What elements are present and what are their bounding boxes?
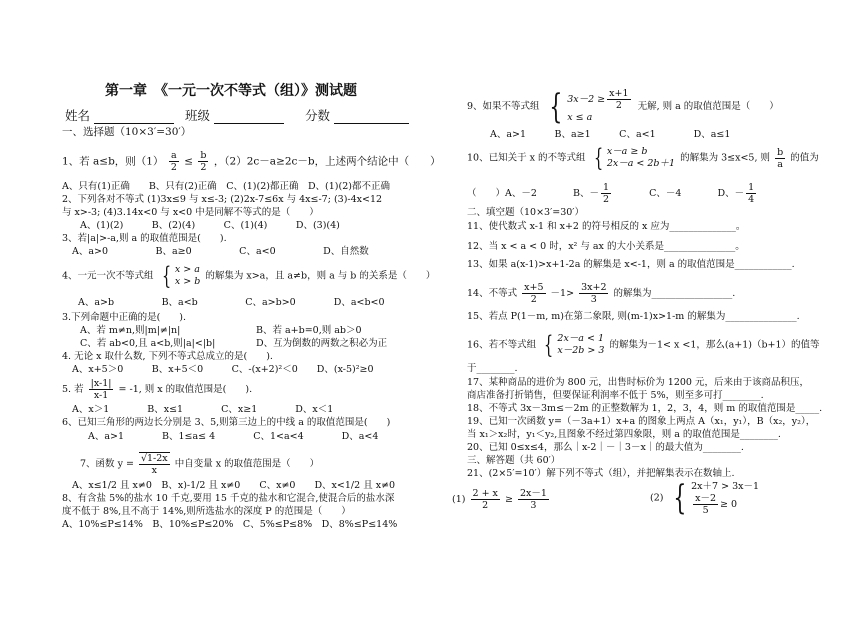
q9r-options: A、a>1 B、a≥1 C、a<1 D、a≤1 [490, 129, 731, 140]
q4-text: 4、一元一次不等式组 [62, 270, 154, 282]
q9-text: 7、函数 y = [80, 458, 134, 470]
q10r-options: （ ）A、－2 B、－ $\frac{1}{2}$ C、－4 D、－ $\frac{1}{4}$ [467, 182, 755, 205]
name-blank [94, 111, 174, 124]
fill-17-line1: 17、某种商品的进价为 800 元，出售时标价为 1200 元，后来由于该商品积压， [467, 377, 809, 388]
fill-15: 15、若点 P(1－m, m)在第二象限, 则(m-1)x>1-m 的解集为_______________. [467, 311, 800, 322]
f16-text: 16、若不等式组 [467, 339, 537, 351]
fill-19-line2: 当 x₁＞x₂时，y₁＜y₂,且图象不经过第四象限，则 a 的取值范围是________. [467, 429, 781, 440]
q6-options: A、x+5＞0 B、x+5＜0 C、-(x+2)²＜0 D、(x-5)²≥0 [72, 364, 374, 375]
q10r-option-a: （ ）A、－2 [467, 188, 537, 199]
fill-18: 18、不等式 3x－3m≤－2m 的正整数解为 1，2，3，4，则 m 的取值范围是_____. [467, 403, 823, 414]
fill-12: 12、当 x < a < 0 时，x² 与 ax 的大小关系是_______________。 [467, 241, 745, 252]
question-21: 21、(2×5′=10′）解下列不等式（组），并把解集表示在数轴上. [467, 468, 735, 479]
question-7 [62, 378, 252, 401]
q9r-system: { 3x－2 ≥ $\frac{x+1}{2}$ x ≤ a [548, 86, 629, 127]
fill-20: 20、已知 0≤x≤4，那么｜x-2｜－｜3－x｜的最大值为________. [467, 442, 744, 453]
q9-frac: $\frac{√1-2x}{x}$ [140, 453, 168, 476]
fill-13: 13、如果 a(x-1)>x+1-2a 的解集是 x<-1，则 a 的取值范围是____________. [467, 259, 795, 270]
question-2-line2: 与 x>-3; (4)3.14x<0 与 x<0 中是同解不等式的是（ ） [62, 207, 319, 218]
q10r-frac: $\frac{b}{a}$ [777, 146, 784, 170]
class-blank [214, 111, 284, 124]
p1-ge: ≥ [504, 494, 513, 505]
q5-option-a: A、若 m≠n,则|m|≠|n| [80, 325, 181, 336]
q10r-option-c: C、－4 [649, 188, 682, 199]
q1-text-post: ，（2）2c－a≥2c－b，上述两个结论中（ ） [213, 155, 441, 168]
question-8: 6、已知三角形的两边长分别是 3、5,则第三边上的中线 a 的取值范围是( ) [62, 417, 391, 428]
q4-system: { x > a x > b [161, 262, 201, 290]
q1-options: A、只有(1)正确 B、只有(2)正确 C、(1)(2)都正确 D、(1)(2)都不正确 [62, 181, 390, 192]
question-5: 3.下列命题中正确的是( ). [62, 312, 186, 323]
question-10-line2: 度不低于 8%,且不高于 14%,则所选盐水的深度 P 的范围是（ ） [62, 506, 351, 517]
question-10-line1: 8、有含盐 5%的盐水 10 千克,要用 15 千克的盐水和它混合,使混合后的盐水深 [62, 493, 395, 504]
score-field [305, 106, 409, 124]
score-label: 分数 [305, 108, 331, 123]
p2-system: { 2x＋7 > 3x－1 $\frac{x-2}{5}$ ≥ 0 [672, 478, 760, 518]
q10r-system: { x－a ≥ b 2x－a < 2b＋1 [593, 144, 676, 172]
q1-frac-a: $\frac{a}{2}$ [170, 150, 177, 173]
p2-label: (2) [650, 492, 664, 504]
q1-frac-b: $\frac{b}{2}$ [200, 150, 207, 173]
q9-options: A、x≤1/2 且 x≠0 B、x)-1/2 且 x≠0 C、x≠0 D、x<1/2 且 x≠0 [72, 480, 396, 491]
q9r-text-post: 无解, 则 a 的取值范围是（ ） [637, 101, 779, 112]
f14-post: 的解集为_________________. [613, 288, 736, 299]
fill-14: 14、不等式 $\frac{x+5}{2}$ －1> $\frac{3x+2}{3}$ 的解集为_________________. [467, 282, 736, 305]
f16-system: { 2x－a < 1 x－2b > 3 [544, 331, 605, 359]
question-10r [467, 146, 819, 170]
q10r-text: 10、已知关于 x 的不等式组 [467, 152, 586, 164]
q5-option-c: C、若 ab<0,且 a<b,则|a|<|b| [80, 338, 216, 349]
q3-options: A、a>0 B、a≥0 C、a<0 D、自然数 [72, 246, 369, 257]
section-3-heading: 三、解答题（共 60′） [467, 455, 561, 466]
q2-options: A、(1)(2) B、(2)(4) C、(1)(4) D、(3)(4) [80, 220, 340, 231]
f16-post: 的解集为－1< x <1，那么(a+1)（b+1）的值等 [609, 339, 820, 351]
section-2-heading: 二、填空题（10×3′=30′） [467, 207, 584, 218]
question-4 [62, 264, 435, 288]
p1-label: (1) [452, 494, 466, 505]
q4-text-post: 的解集为 x>a，且 a≠b，则 a 与 b 的关系是（ ） [205, 270, 436, 282]
q10r-option-d: D、－ [717, 188, 745, 199]
q10r-option-b: B、－ [572, 188, 599, 199]
q9-text-post: 中自变量 x 的取值范围是（ ） [174, 458, 320, 470]
class-field [185, 106, 284, 124]
question-6: 4. 无论 x 取什么数, 下列不等式总成立的是( ). [62, 351, 273, 362]
q7-text-post: = -1, 则 x 的取值范围是( ). [118, 384, 253, 395]
q4-options: A、a>b B、a<b C、a>b>0 D、a<b<0 [78, 297, 385, 308]
name-label: 姓名 [65, 108, 91, 123]
fill-11: 11、使代数式 x-1 和 x+2 的符号相反的 x 应为______________。 [467, 221, 746, 232]
fill-16 [467, 333, 820, 357]
f14-mid: －1> [550, 288, 575, 299]
q7-text: 5. 若 [62, 384, 84, 395]
q9r-text: 9、如果不等式组 [467, 101, 540, 112]
q10r-end: 的值为 [790, 152, 819, 164]
question-9 [80, 452, 319, 476]
fill-19-line1: 19、已知一次函数 y=（－3a+1）x+a 的图象上两点 A（x₁，y₁），B（x₂，y₂）， [467, 416, 816, 427]
question-1 [62, 150, 441, 173]
section-1-heading: 一、选择题（10×3′=30′） [62, 126, 192, 138]
q7-options: A、x＞1 B、x≤1 C、x≥1 D、x＜1 [72, 404, 334, 415]
problem-1: (1) $\frac{2 + x}{2}$ ≥ $\frac{2x-1}{3}$ [452, 488, 547, 511]
problem-2 [650, 480, 761, 516]
page-title: 第一章 《一元一次不等式（组）》测试题 [105, 83, 357, 99]
q7-frac: $\frac{|x-1|}{x-1}$ [90, 378, 112, 401]
fill-16-tail: 于________. [467, 363, 518, 374]
q10r-text-post: 的解集为 3≤x<5, 则 [680, 152, 771, 164]
q5-option-d: D、互为倒数的两数之积必为正 [256, 338, 388, 349]
question-3: 3、若|a|>-a,则 a 的取值范围是( ). [62, 233, 227, 244]
q5-option-b: B、若 a+b=0,则 ab＞0 [256, 325, 362, 336]
q1-text: 1、若 a≤b，则（1） [62, 155, 164, 168]
fill-17-line2: 商店准备打折销售，但要保证利润率不低于 5%，则至多可打________. [467, 390, 764, 401]
f14-text: 14、不等式 [467, 288, 518, 299]
class-label: 班级 [185, 108, 211, 123]
q10-options: A、10%≤P≤14% B、10%≤P≤20% C、5%≤P≤8% D、8%≤P≤14% [62, 519, 398, 530]
q8-options: A、a>1 B、1≤a≤ 4 C、1<a<4 D、a<4 [88, 431, 379, 442]
score-blank [334, 111, 409, 124]
question-9r [467, 88, 779, 125]
name-field [65, 106, 174, 124]
q1-le: ≤ [184, 155, 194, 168]
question-2-line1: 2、下列各对不等式 (1)3x≤9 与 x≤-3; (2)2x-7≤6x 与 4x≤-7; (3)-4x<12 [62, 194, 383, 205]
